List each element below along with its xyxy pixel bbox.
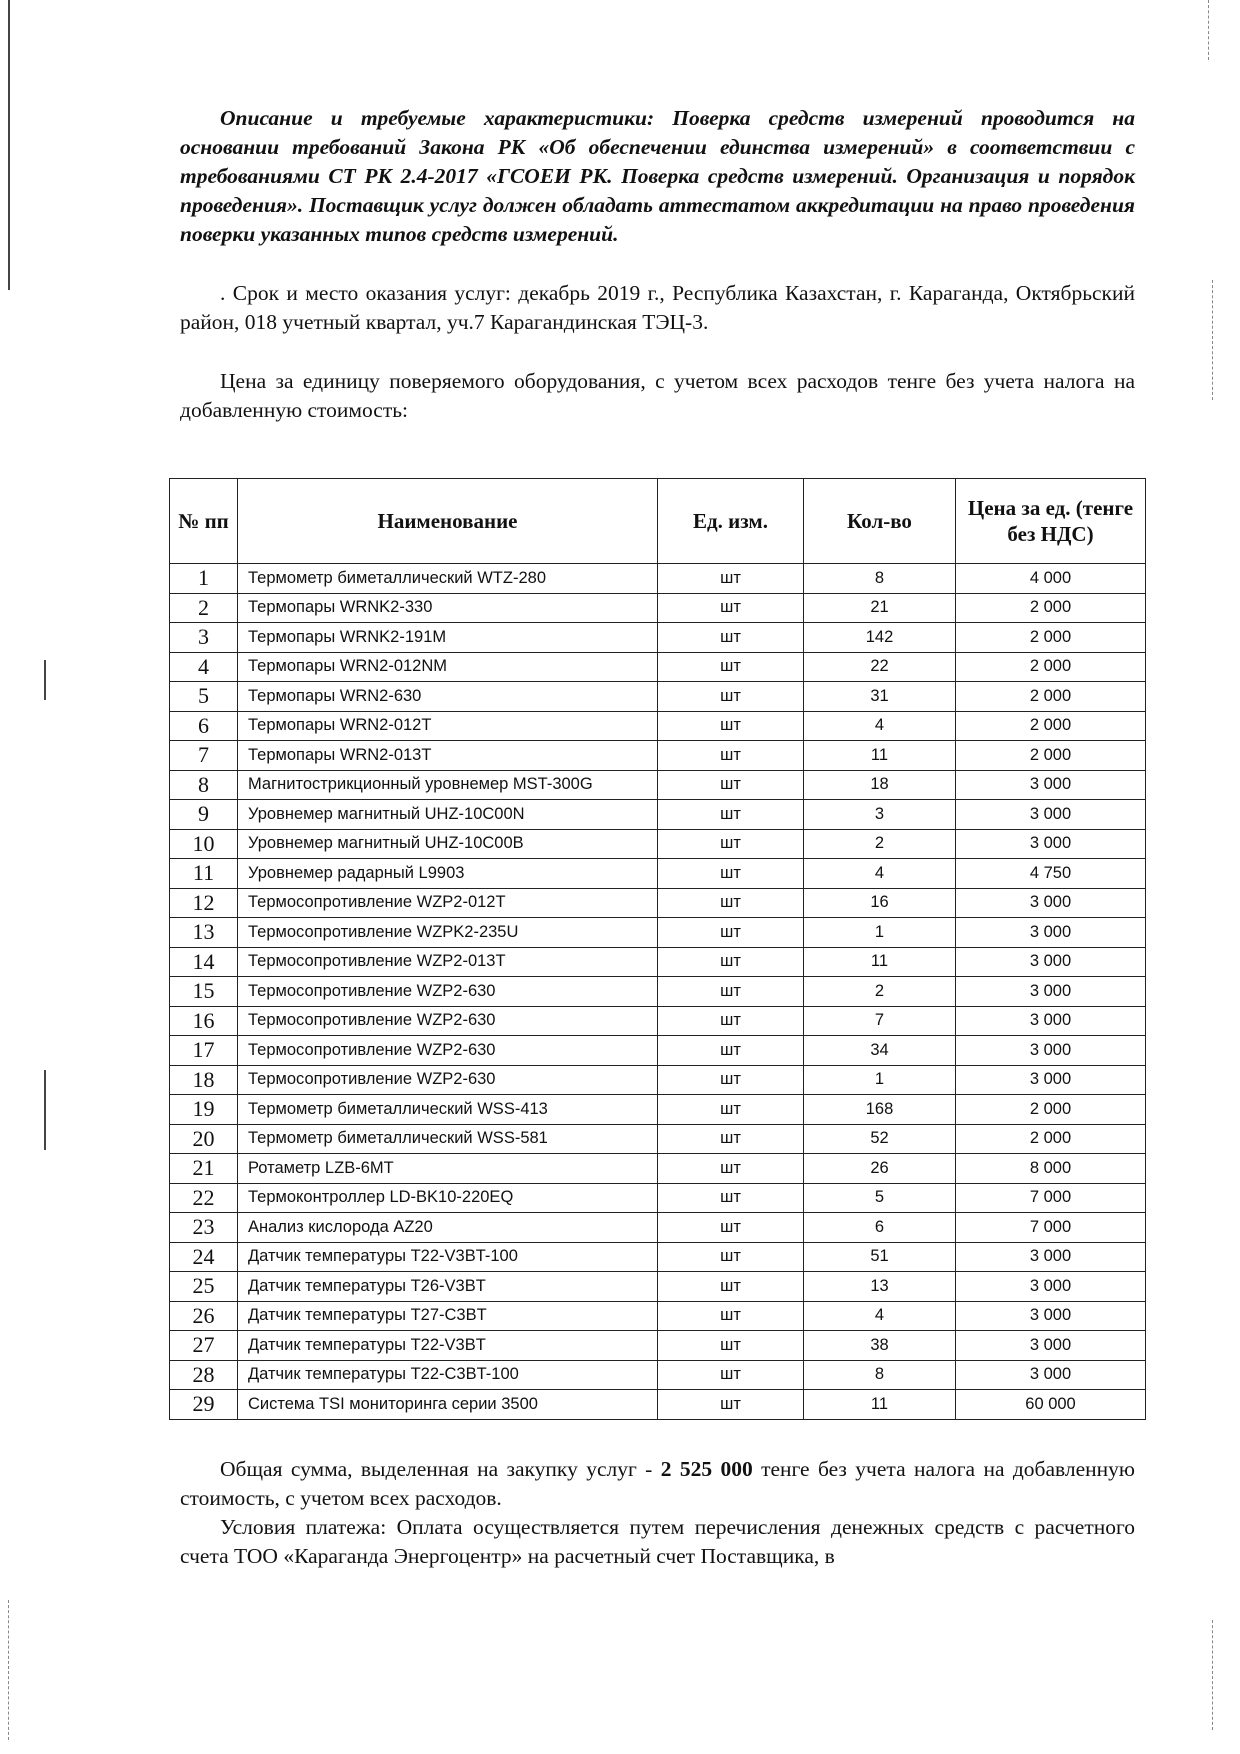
row-number: 17 bbox=[170, 1036, 238, 1066]
row-quantity: 11 bbox=[804, 947, 956, 977]
row-name: Термосопротивление WZPK2-235U bbox=[238, 918, 658, 948]
table-row bbox=[170, 800, 1146, 830]
row-name: Ротаметр LZB-6MT bbox=[238, 1154, 658, 1184]
payment-paragraph: Условия платежа: Оплата осуществляется путем перечисления денежных средств с расчетного счета ТОО «Караганда Энергоцентр» на расчетный счет Поставщика, в bbox=[180, 1515, 1135, 1568]
total-suffix: тенге без учета налога на добавленную стоимость, с учетом всех расходов. bbox=[180, 1457, 1135, 1510]
table-row bbox=[170, 977, 1146, 1007]
row-price: 3 000 bbox=[956, 1360, 1146, 1390]
table-row bbox=[170, 741, 1146, 771]
total-prefix: Общая сумма, выделенная на закупку услуг - bbox=[220, 1457, 661, 1481]
row-unit: шт bbox=[658, 1006, 804, 1036]
row-number: 23 bbox=[170, 1213, 238, 1243]
row-name: Термосопротивление WZP2-012T bbox=[238, 888, 658, 918]
row-price: 3 000 bbox=[956, 1301, 1146, 1331]
table-row bbox=[170, 1154, 1146, 1184]
table-row bbox=[170, 593, 1146, 623]
row-name: Термосопротивление WZP2-630 bbox=[238, 1006, 658, 1036]
row-quantity: 5 bbox=[804, 1183, 956, 1213]
term-place-paragraph: . Срок и место оказания услуг: декабрь 2019 г., Республика Казахстан, г. Караганда, Октябрьский район, 018 учетный квартал, уч.7 Карагандинская ТЭЦ-3. bbox=[180, 281, 1135, 334]
row-quantity: 31 bbox=[804, 682, 956, 712]
row-price: 3 000 bbox=[956, 1065, 1146, 1095]
row-unit: шт bbox=[658, 682, 804, 712]
header-qty: Кол-во bbox=[804, 479, 956, 564]
row-unit: шт bbox=[658, 711, 804, 741]
row-name: Термопары WRN2-013T bbox=[238, 741, 658, 771]
row-quantity: 13 bbox=[804, 1272, 956, 1302]
row-number: 13 bbox=[170, 918, 238, 948]
description-paragraph: Описание и требуемые характеристики: Поверка средств измерений проводится на основании требований Закона РК «Об обеспечении единства измерений» в соответствии с требованиями СТ РК 2.4-2017 «ГСОЕИ РК. Поверка средств измерений. Организация и порядок проведения». Поставщик услуг должен обладать аттестатом аккредитации на право проведения поверки указанных типов средств измерений. bbox=[180, 106, 1135, 246]
row-number: 26 bbox=[170, 1301, 238, 1331]
row-price: 2 000 bbox=[956, 652, 1146, 682]
row-price: 4 750 bbox=[956, 859, 1146, 889]
table-row bbox=[170, 1213, 1146, 1243]
table-row bbox=[170, 564, 1146, 594]
row-price: 3 000 bbox=[956, 1006, 1146, 1036]
document-footer-text bbox=[180, 1455, 1135, 1571]
row-name: Термоконтроллер LD-BK10-220EQ bbox=[238, 1183, 658, 1213]
row-name: Уровнемер радарный L9903 bbox=[238, 859, 658, 889]
row-unit: шт bbox=[658, 1036, 804, 1066]
scan-edge-line bbox=[44, 1070, 46, 1150]
scan-edge-line bbox=[44, 660, 46, 700]
row-name: Уровнемер магнитный UHZ-10C00N bbox=[238, 800, 658, 830]
row-name: Термопары WRN2-012T bbox=[238, 711, 658, 741]
row-name: Термопары WRNK2-330 bbox=[238, 593, 658, 623]
row-quantity: 4 bbox=[804, 711, 956, 741]
row-quantity: 52 bbox=[804, 1124, 956, 1154]
row-number: 3 bbox=[170, 623, 238, 653]
row-unit: шт bbox=[658, 977, 804, 1007]
row-unit: шт bbox=[658, 1065, 804, 1095]
header-num: № пп bbox=[170, 479, 238, 564]
row-price: 2 000 bbox=[956, 682, 1146, 712]
row-price: 2 000 bbox=[956, 1124, 1146, 1154]
row-price: 2 000 bbox=[956, 593, 1146, 623]
row-price: 3 000 bbox=[956, 800, 1146, 830]
row-quantity: 1 bbox=[804, 918, 956, 948]
row-number: 18 bbox=[170, 1065, 238, 1095]
table-row bbox=[170, 623, 1146, 653]
row-number: 19 bbox=[170, 1095, 238, 1125]
row-unit: шт bbox=[658, 1331, 804, 1361]
row-quantity: 21 bbox=[804, 593, 956, 623]
row-unit: шт bbox=[658, 800, 804, 830]
row-price: 2 000 bbox=[956, 1095, 1146, 1125]
row-quantity: 6 bbox=[804, 1213, 956, 1243]
row-name: Термометр биметаллический WTZ-280 bbox=[238, 564, 658, 594]
row-number: 10 bbox=[170, 829, 238, 859]
row-price: 3 000 bbox=[956, 888, 1146, 918]
row-quantity: 26 bbox=[804, 1154, 956, 1184]
row-price: 3 000 bbox=[956, 977, 1146, 1007]
row-name: Термосопротивление WZP2-630 bbox=[238, 1065, 658, 1095]
row-unit: шт bbox=[658, 918, 804, 948]
table-row bbox=[170, 1065, 1146, 1095]
row-name: Термосопротивление WZP2-013T bbox=[238, 947, 658, 977]
document-body bbox=[180, 100, 1135, 425]
row-name: Датчик температуры T22-V3BT bbox=[238, 1331, 658, 1361]
items-table bbox=[169, 478, 1146, 1420]
row-price: 4 000 bbox=[956, 564, 1146, 594]
row-number: 4 bbox=[170, 652, 238, 682]
row-name: Магнитострикционный уровнемер MST-300G bbox=[238, 770, 658, 800]
row-quantity: 11 bbox=[804, 741, 956, 771]
table-row bbox=[170, 682, 1146, 712]
row-unit: шт bbox=[658, 1360, 804, 1390]
row-name: Термосопротивление WZP2-630 bbox=[238, 1036, 658, 1066]
row-number: 12 bbox=[170, 888, 238, 918]
table-row bbox=[170, 918, 1146, 948]
table-row bbox=[170, 711, 1146, 741]
row-number: 24 bbox=[170, 1242, 238, 1272]
header-unit: Ед. изм. bbox=[658, 479, 804, 564]
table-row bbox=[170, 1390, 1146, 1420]
scan-edge-dashes bbox=[1212, 1620, 1213, 1730]
row-quantity: 168 bbox=[804, 1095, 956, 1125]
row-price: 3 000 bbox=[956, 918, 1146, 948]
row-number: 20 bbox=[170, 1124, 238, 1154]
scan-edge-dashes bbox=[1212, 280, 1213, 400]
table-header-row bbox=[170, 479, 1146, 564]
row-name: Термометр биметаллический WSS-413 bbox=[238, 1095, 658, 1125]
row-unit: шт bbox=[658, 593, 804, 623]
table-row bbox=[170, 888, 1146, 918]
row-unit: шт bbox=[658, 1242, 804, 1272]
row-number: 28 bbox=[170, 1360, 238, 1390]
row-price: 3 000 bbox=[956, 947, 1146, 977]
row-name: Датчик температуры T22-V3BT-100 bbox=[238, 1242, 658, 1272]
row-name: Термометр биметаллический WSS-581 bbox=[238, 1124, 658, 1154]
row-quantity: 51 bbox=[804, 1242, 956, 1272]
row-number: 22 bbox=[170, 1183, 238, 1213]
table-row bbox=[170, 1301, 1146, 1331]
row-name: Термопары WRN2-630 bbox=[238, 682, 658, 712]
table-body bbox=[170, 564, 1146, 1420]
total-paragraph bbox=[180, 1455, 1135, 1513]
row-quantity: 142 bbox=[804, 623, 956, 653]
row-unit: шт bbox=[658, 947, 804, 977]
row-price: 3 000 bbox=[956, 1272, 1146, 1302]
row-name: Датчик температуры T26-V3BT bbox=[238, 1272, 658, 1302]
row-number: 14 bbox=[170, 947, 238, 977]
row-quantity: 22 bbox=[804, 652, 956, 682]
table-row bbox=[170, 1242, 1146, 1272]
row-number: 29 bbox=[170, 1390, 238, 1420]
row-unit: шт bbox=[658, 564, 804, 594]
row-unit: шт bbox=[658, 829, 804, 859]
row-unit: шт bbox=[658, 888, 804, 918]
table-row bbox=[170, 1006, 1146, 1036]
row-quantity: 1 bbox=[804, 1065, 956, 1095]
row-unit: шт bbox=[658, 1095, 804, 1125]
row-price: 3 000 bbox=[956, 1331, 1146, 1361]
row-name: Анализ кислорода AZ20 bbox=[238, 1213, 658, 1243]
row-unit: шт bbox=[658, 1390, 804, 1420]
row-unit: шт bbox=[658, 1183, 804, 1213]
row-name: Система TSI мониторинга серии 3500 bbox=[238, 1390, 658, 1420]
row-number: 25 bbox=[170, 1272, 238, 1302]
table-row bbox=[170, 1360, 1146, 1390]
row-price: 3 000 bbox=[956, 1242, 1146, 1272]
row-number: 27 bbox=[170, 1331, 238, 1361]
row-price: 3 000 bbox=[956, 1036, 1146, 1066]
table-row bbox=[170, 1272, 1146, 1302]
row-number: 5 bbox=[170, 682, 238, 712]
row-price: 2 000 bbox=[956, 711, 1146, 741]
row-price: 3 000 bbox=[956, 770, 1146, 800]
row-number: 7 bbox=[170, 741, 238, 771]
row-unit: шт bbox=[658, 623, 804, 653]
row-price: 7 000 bbox=[956, 1183, 1146, 1213]
scan-edge-dashes bbox=[8, 1600, 9, 1740]
row-quantity: 2 bbox=[804, 829, 956, 859]
row-number: 11 bbox=[170, 859, 238, 889]
row-price: 2 000 bbox=[956, 623, 1146, 653]
row-name: Уровнемер магнитный UHZ-10C00B bbox=[238, 829, 658, 859]
row-quantity: 4 bbox=[804, 1301, 956, 1331]
scan-edge-line bbox=[8, 0, 10, 290]
row-unit: шт bbox=[658, 770, 804, 800]
row-price: 8 000 bbox=[956, 1154, 1146, 1184]
row-unit: шт bbox=[658, 741, 804, 771]
row-price: 3 000 bbox=[956, 829, 1146, 859]
row-quantity: 16 bbox=[804, 888, 956, 918]
row-price: 7 000 bbox=[956, 1213, 1146, 1243]
row-number: 21 bbox=[170, 1154, 238, 1184]
row-quantity: 18 bbox=[804, 770, 956, 800]
row-quantity: 8 bbox=[804, 1360, 956, 1390]
row-unit: шт bbox=[658, 1272, 804, 1302]
row-price: 2 000 bbox=[956, 741, 1146, 771]
row-name: Датчик температуры T22-C3BT-100 bbox=[238, 1360, 658, 1390]
row-name: Термосопротивление WZP2-630 bbox=[238, 977, 658, 1007]
row-quantity: 11 bbox=[804, 1390, 956, 1420]
row-quantity: 7 bbox=[804, 1006, 956, 1036]
row-quantity: 34 bbox=[804, 1036, 956, 1066]
row-number: 1 bbox=[170, 564, 238, 594]
total-amount: 2 525 000 bbox=[660, 1457, 753, 1481]
row-name: Датчик температуры T27-C3BT bbox=[238, 1301, 658, 1331]
table-row bbox=[170, 947, 1146, 977]
table-row bbox=[170, 1095, 1146, 1125]
row-name: Термопары WRN2-012NM bbox=[238, 652, 658, 682]
row-quantity: 38 bbox=[804, 1331, 956, 1361]
price-intro-paragraph: Цена за единицу поверяемого оборудования, с учетом всех расходов тенге без учета налога на добавленную стоимость: bbox=[180, 369, 1135, 422]
row-number: 9 bbox=[170, 800, 238, 830]
row-unit: шт bbox=[658, 1301, 804, 1331]
row-number: 16 bbox=[170, 1006, 238, 1036]
row-unit: шт bbox=[658, 1154, 804, 1184]
table-row bbox=[170, 829, 1146, 859]
table-row bbox=[170, 1183, 1146, 1213]
row-quantity: 4 bbox=[804, 859, 956, 889]
table-row bbox=[170, 1124, 1146, 1154]
table-row bbox=[170, 1331, 1146, 1361]
row-quantity: 3 bbox=[804, 800, 956, 830]
row-price: 60 000 bbox=[956, 1390, 1146, 1420]
row-quantity: 2 bbox=[804, 977, 956, 1007]
row-number: 6 bbox=[170, 711, 238, 741]
row-unit: шт bbox=[658, 1124, 804, 1154]
row-unit: шт bbox=[658, 859, 804, 889]
header-price: Цена за ед. (тенге без НДС) bbox=[956, 479, 1146, 564]
row-unit: шт bbox=[658, 652, 804, 682]
row-name: Термопары WRNK2-191M bbox=[238, 623, 658, 653]
header-name: Наименование bbox=[238, 479, 658, 564]
row-unit: шт bbox=[658, 1213, 804, 1243]
row-number: 15 bbox=[170, 977, 238, 1007]
table-row bbox=[170, 859, 1146, 889]
table-row bbox=[170, 770, 1146, 800]
row-number: 2 bbox=[170, 593, 238, 623]
table-row bbox=[170, 1036, 1146, 1066]
row-quantity: 8 bbox=[804, 564, 956, 594]
table-row bbox=[170, 652, 1146, 682]
row-number: 8 bbox=[170, 770, 238, 800]
scan-edge-dashes bbox=[1208, 0, 1209, 60]
